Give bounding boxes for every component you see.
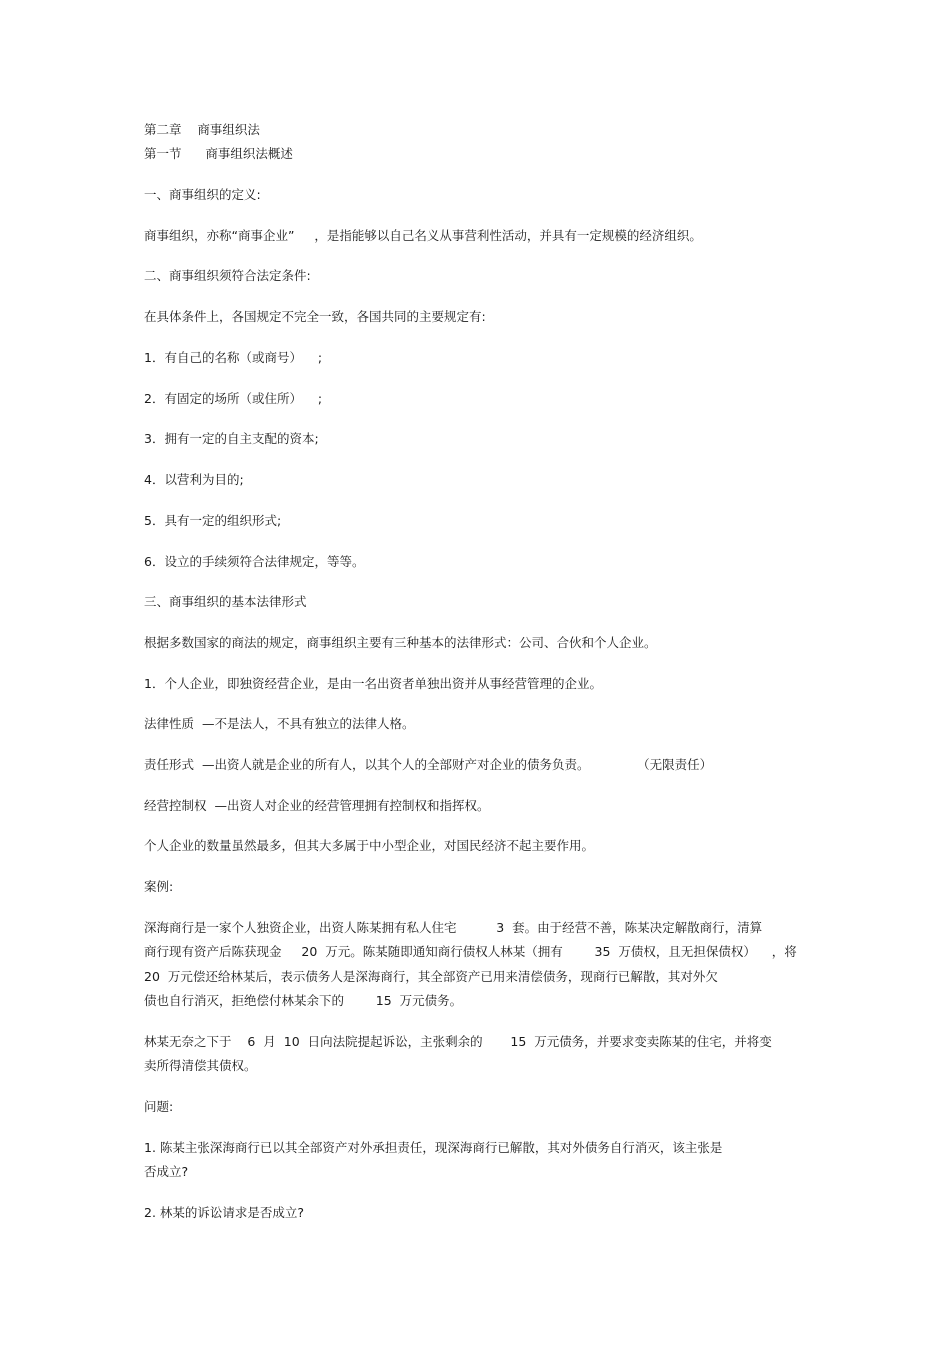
heading-definition: 一、商事组织的定义:	[144, 187, 261, 202]
case-paragraph-line: 债也自行消灭，拒绝偿付林某余下的 15 万元债务。	[144, 993, 463, 1008]
case-label: 案例:	[144, 879, 174, 894]
section-title: 第一节 商事组织法概述	[144, 146, 293, 161]
conditions-intro: 在具体条件上，各国规定不完全一致，各国共同的主要规定有:	[144, 309, 486, 324]
control-line: 经营控制权 —出资人对企业的经营管理拥有控制权和指挥权。	[144, 798, 490, 813]
question-line: 否成立?	[144, 1164, 189, 1179]
case-paragraph-line: 深海商行是一家个人独资企业，出资人陈某拥有私人住宅 3 套。由于经营不善，陈某决定解散商行，清算	[144, 920, 763, 935]
definition-paragraph: 商事组织，亦称“商事企业” ，是指能够以自己名义从事营利性活动，并具有一定规模的经济组织。	[144, 228, 702, 243]
questions-label: 问题:	[144, 1099, 174, 1114]
condition-item: 6．设立的手续须符合法律规定，等等。	[144, 554, 365, 569]
legal-nature-line: 法律性质 —不是法人，不具有独立的法律人格。	[144, 716, 415, 731]
case-paragraph-line: 20 万元偿还给林某后，表示债务人是深海商行，其全部资产已用来清偿债务，现商行已解散，其对外欠	[144, 969, 718, 984]
quantity-line: 个人企业的数量虽然最多，但其大多属于中小型企业，对国民经济不起主要作用。	[144, 838, 595, 853]
condition-item: 1．有自己的名称（或商号） ;	[144, 350, 323, 365]
question-line: 1. 陈某主张深海商行已以其全部资产对外承担责任，现深海商行已解散，其对外债务自行消灭，该主张是	[144, 1140, 723, 1155]
case-paragraph-line: 卖所得清偿其债权。	[144, 1058, 257, 1073]
condition-item: 3．拥有一定的自主支配的资本;	[144, 431, 319, 446]
legal-forms-intro: 根据多数国家的商法的规定，商事组织主要有三种基本的法律形式：公司、合伙和个人企业。	[144, 635, 657, 650]
sole-proprietorship-definition: 1．个人企业，即独资经营企业，是由一名出资者单独出资并从事经营管理的企业。	[144, 676, 602, 691]
condition-item: 5．具有一定的组织形式;	[144, 513, 282, 528]
liability-line: 责任形式 —出资人就是企业的所有人，以其个人的全部财产对企业的债务负责。 （无限责任）	[144, 757, 713, 772]
condition-item: 4．以营利为目的;	[144, 472, 244, 487]
heading-legal-forms: 三、商事组织的基本法律形式	[144, 594, 307, 609]
case-paragraph-line: 林某无奈之下于 6 月 10 日向法院提起诉讼，主张剩余的 15 万元债务，并要求变卖陈某的住宅，并将变	[144, 1034, 772, 1049]
question-line: 2. 林某的诉讼请求是否成立?	[144, 1205, 305, 1220]
case-paragraph-line: 商行现有资产后陈获现金 20 万元。陈某随即通知商行债权人林某（拥有 35 万债权，且无担保债权） ，将	[144, 944, 797, 959]
heading-conditions: 二、商事组织须符合法定条件:	[144, 268, 311, 283]
condition-item: 2．有固定的场所（或住所） ;	[144, 391, 323, 406]
chapter-title: 第二章 商事组织法	[144, 122, 260, 137]
